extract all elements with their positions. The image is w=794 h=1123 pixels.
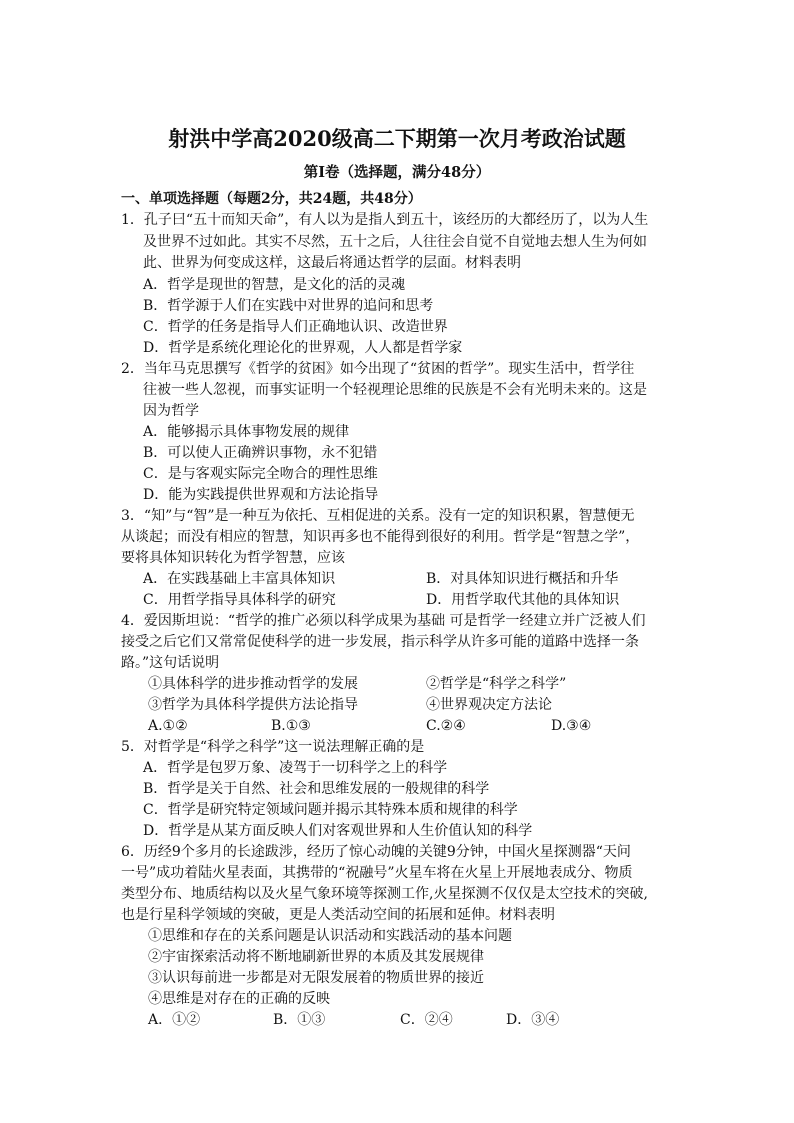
question-stem-line: 往被一些人忽视，而事实证明一个轻视理论思维的民族是不会有光明未来的。这是 [143,382,647,398]
question-stem-line: 路。”这句话说明 [121,655,220,671]
option-a: A．能够揭示具体事物发展的规律 [143,424,350,440]
question-stem-line: 一号”成功着陆火星表面，其携带的“祝融号”火星车将在火星上开展地表成分、物质 [121,865,633,881]
option-d: D．哲学是系统化理论化的世界观，人人都是哲学家 [143,340,463,356]
option-d: D．用哲学取代其他的具体知识 [426,592,620,608]
option-b: B．哲学源于人们在实践中对世界的追问和思考 [143,298,434,314]
option-a: A．哲学是包罗万象、凌驾于一切科学之上的科学 [143,760,448,776]
option-c: C．②④ [400,1012,453,1028]
statement-1: ①思维和存在的关系问题是认识活动和实践活动的基本问题 [148,928,512,944]
question-stem-line: 1．孔子曰“五十而知天命”，有人以为是指人到五十，该经历的大都经历了，以为人生 [121,212,649,228]
option-d: D．③④ [506,1012,560,1028]
statement-2: ②哲学是“科学之科学” [426,676,567,692]
question-stem-line: 接受之后它们又常常促使科学的进一步发展，指示科学从许多可能的道路中选择一条 [121,634,639,650]
statement-4: ④世界观决定方法论 [426,697,552,713]
statement-3: ③认识每前进一步都是对无限发展着的物质世界的接近 [148,970,484,986]
option-c: C．哲学是研究特定领域问题并揭示其特殊本质和规律的科学 [143,802,518,818]
question-stem-line: 5．对哲学是“科学之科学”这一说法理解正确的是 [121,739,425,755]
question-stem-line: 因为哲学 [143,403,199,419]
question-stem-line: 4．爱因斯坦说：“哲学的推广必须以科学成果为基础 可是哲学一经建立并广泛被人们 [121,613,646,629]
option-b: B．哲学是关于自然、社会和思维发展的一般规律的科学 [143,781,490,797]
question-stem-line: 要将具体知识转化为哲学智慧，应该 [121,550,345,566]
question-stem-line: 类型分布、地质结构以及火星气象环境等探测工作,火星探测不仅仅是太空技术的突破, [121,886,648,902]
question-stem-line: 及世界不过如此。其实不尽然，五十之后，人往往会自觉不自觉地去想人生为何如 [143,234,647,250]
option-d: D．哲学是从某方面反映人们对客观世界和人生价值认知的科学 [143,823,533,839]
question-stem-line: 3．“知”与“智”是一种互为依托、互相促进的关系。没有一定的知识积累，智慧便无 [121,508,635,524]
question-stem-line: 2．当年马克思撰写《哲学的贫困》如今出现了“贫困的哲学”。现实生活中，哲学往 [121,361,635,377]
statement-1: ①具体科学的进步推动哲学的发展 [148,676,358,692]
option-d: D.③④ [551,718,592,734]
section-heading: 一、单项选择题（每题2分，共24题，共48分） [121,191,422,207]
option-b: B．对具体知识进行概括和升华 [426,571,619,587]
option-c: C．是与客观实际完全吻合的理性思维 [143,466,378,482]
option-c: C.②④ [426,718,466,734]
option-b: B．可以使人正确辨识事物，永不犯错 [143,445,378,461]
option-a: A.①② [148,718,188,734]
option-a: A．在实践基础上丰富具体知识 [143,571,336,587]
question-stem-line: 6．历经9个多月的长途跋涉，经历了惊心动魄的关键9分钟，中国火星探测器“天问 [121,844,631,860]
statement-4: ④思维是对存在的正确的反映 [148,991,330,1007]
statement-3: ③哲学为具体科学提供方法论指导 [148,697,358,713]
statement-2: ②宇宙探索活动将不断地刷新世界的本质及其发展规律 [148,949,484,965]
option-b: B．①③ [273,1012,326,1028]
option-d: D．能为实践提供世界观和方法论指导 [143,487,379,503]
option-b: B.①③ [271,718,311,734]
question-stem-line: 也是行星科学领域的突破，更是人类活动空间的拓展和延伸。材料表明 [121,907,555,923]
option-a: A．①② [148,1012,201,1028]
option-c: C．用哲学指导具体科学的研究 [143,592,336,608]
question-stem-line: 从谈起；而没有相应的智慧，知识再多也不能得到很好的利用。哲学是“智慧之学”， [121,529,640,545]
part-heading: 第Ⅰ卷（选择题，满分48分） [303,164,491,181]
option-a: A．哲学是现世的智慧，是文化的活的灵魂 [143,277,406,293]
option-c: C．哲学的任务是指导人们正确地认识、改造世界 [143,319,448,335]
exam-title: 射洪中学高2020级高二下期第一次月考政治试题 [168,126,626,151]
question-stem-line: 此、世界为何变成这样，这最后将通达哲学的层面。材料表明 [143,255,521,271]
